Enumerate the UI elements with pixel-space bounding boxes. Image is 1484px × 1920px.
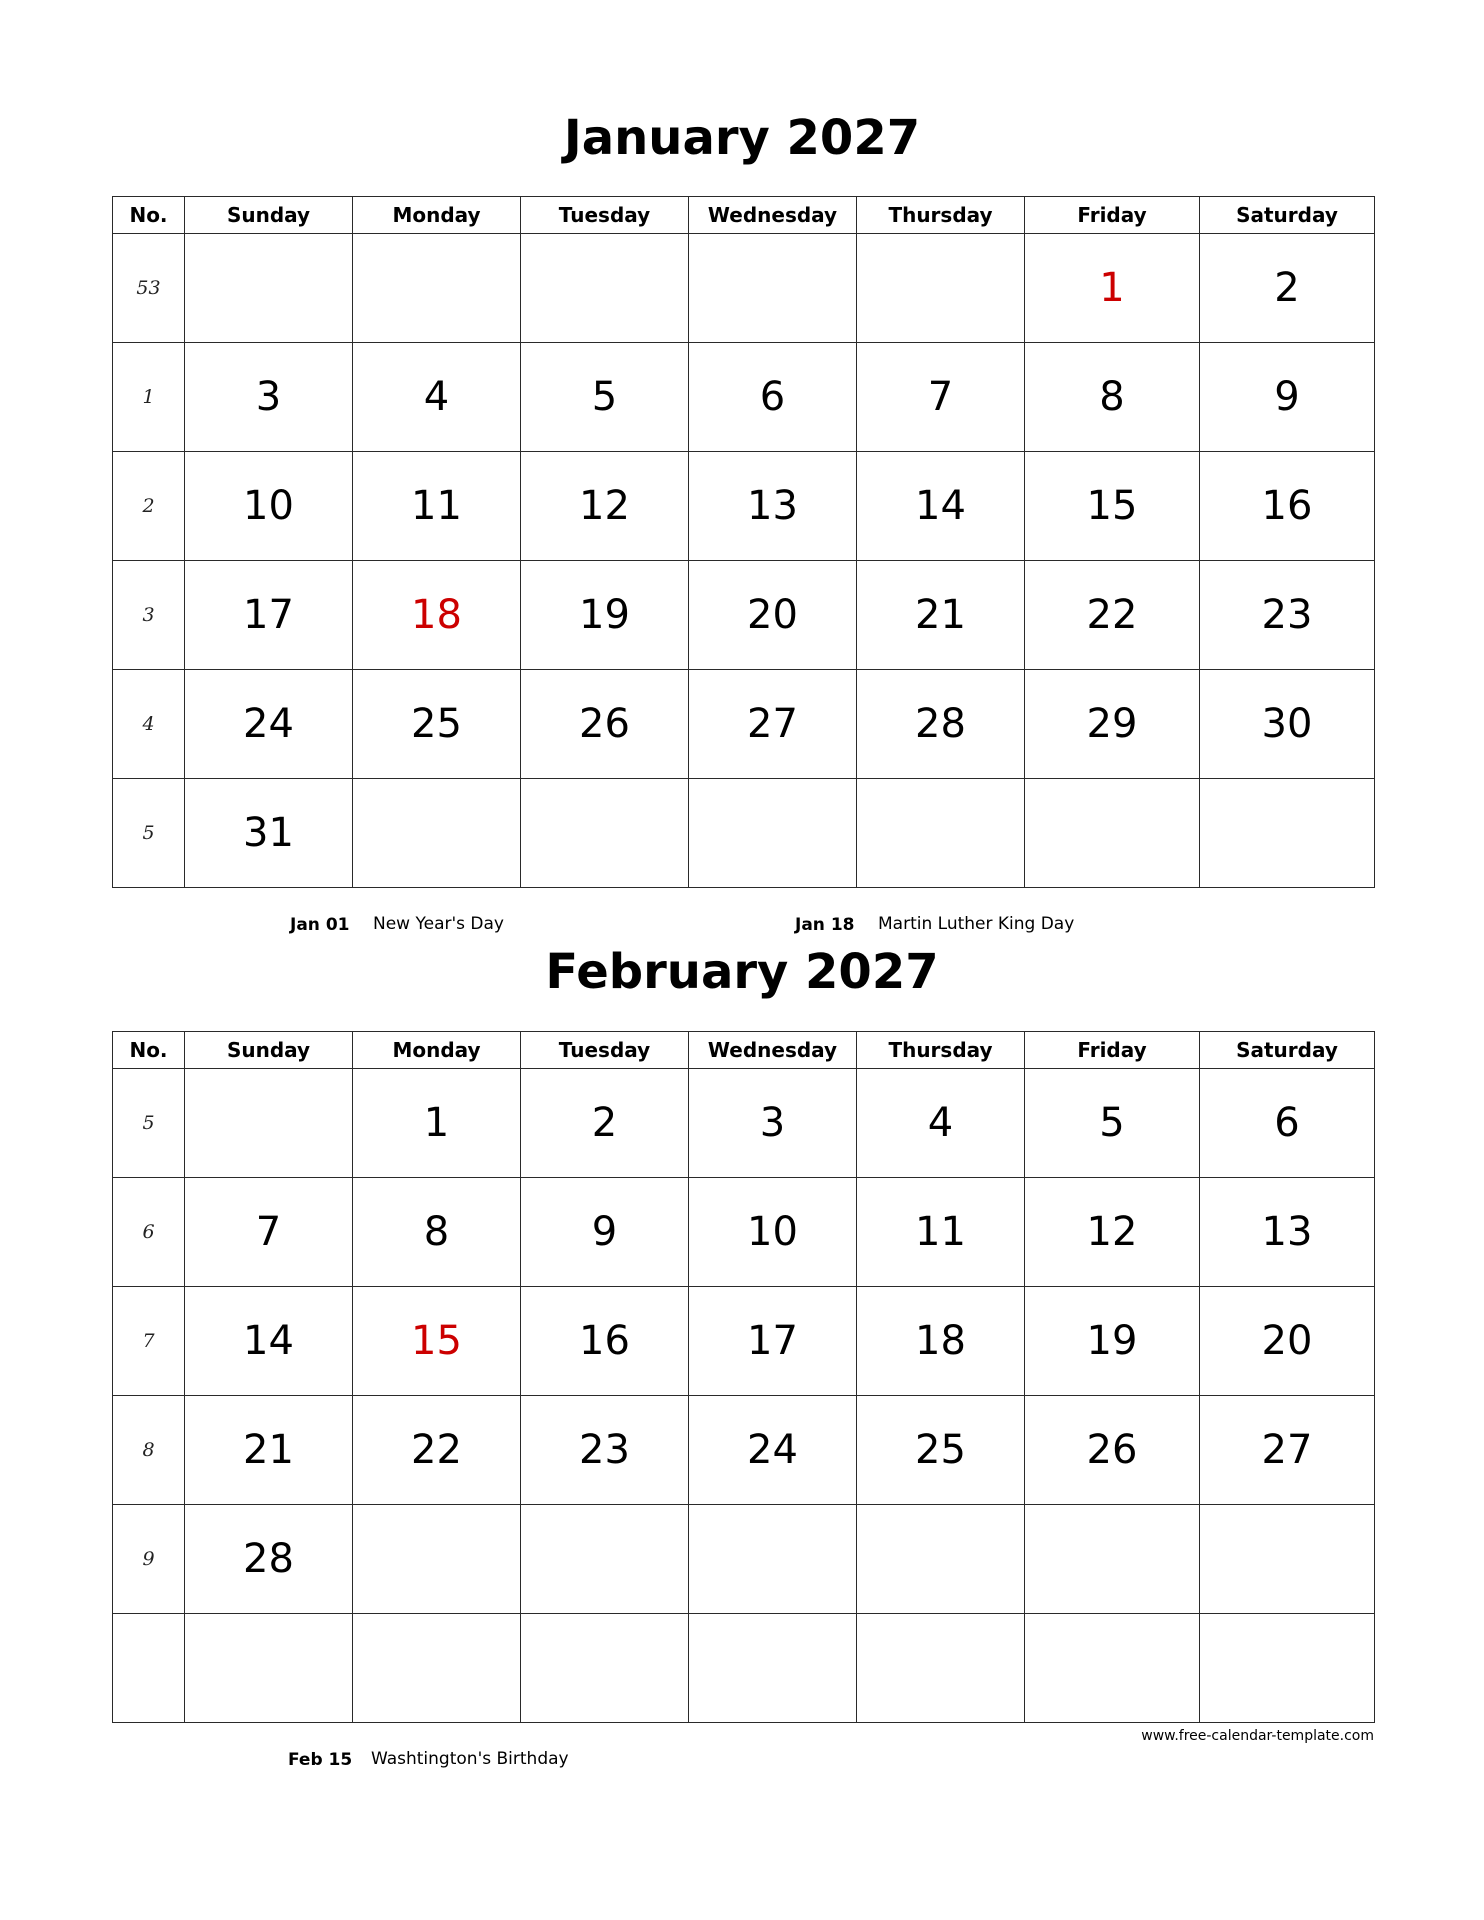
holiday-item: [290, 914, 504, 935]
header-monday: Monday: [353, 197, 521, 234]
week-row: [113, 1614, 1375, 1723]
weekday-header-row: [113, 197, 1375, 234]
day-cell: 30: [1200, 670, 1375, 779]
day-cell: 14: [857, 452, 1025, 561]
day-cell: 1: [1025, 234, 1200, 343]
holiday-name: Martin Luther King Day: [878, 914, 1075, 934]
day-cell: 8: [353, 1178, 521, 1287]
day-cell: 3: [185, 343, 353, 452]
day-cell: 13: [689, 452, 857, 561]
week-number: 7: [113, 1287, 185, 1396]
day-cell: 7: [857, 343, 1025, 452]
week-row: [113, 452, 1375, 561]
header-sunday: Sunday: [185, 1032, 353, 1069]
calendar-grid-january: [112, 196, 1375, 888]
header-thursday: Thursday: [857, 1032, 1025, 1069]
day-cell: 16: [1200, 452, 1375, 561]
day-cell: 9: [521, 1178, 689, 1287]
holiday-date: Jan 01: [290, 915, 350, 935]
day-cell: 6: [689, 343, 857, 452]
empty-day-cell: [689, 1614, 857, 1723]
empty-day-cell: [1025, 1505, 1200, 1614]
header-sunday: Sunday: [185, 197, 353, 234]
holiday-item: [288, 1749, 569, 1770]
day-cell: 3: [689, 1069, 857, 1178]
empty-day-cell: [353, 1614, 521, 1723]
week-number: [113, 1614, 185, 1723]
day-cell: 20: [1200, 1287, 1375, 1396]
day-cell: 21: [185, 1396, 353, 1505]
empty-day-cell: [857, 1614, 1025, 1723]
day-cell: 2: [521, 1069, 689, 1178]
day-cell: 24: [185, 670, 353, 779]
week-number: 2: [113, 452, 185, 561]
week-row: [113, 779, 1375, 888]
day-cell: 1: [353, 1069, 521, 1178]
week-number: 9: [113, 1505, 185, 1614]
holiday-name: Washtington's Birthday: [371, 1749, 569, 1769]
empty-day-cell: [1200, 1505, 1375, 1614]
empty-day-cell: [521, 234, 689, 343]
week-number: 6: [113, 1178, 185, 1287]
day-cell: 25: [353, 670, 521, 779]
day-cell: 31: [185, 779, 353, 888]
week-row: [113, 343, 1375, 452]
day-cell: 4: [857, 1069, 1025, 1178]
day-cell: 16: [521, 1287, 689, 1396]
empty-day-cell: [857, 1505, 1025, 1614]
day-cell: 13: [1200, 1178, 1375, 1287]
day-cell: 24: [689, 1396, 857, 1505]
week-number: 5: [113, 1069, 185, 1178]
day-cell: 9: [1200, 343, 1375, 452]
weekday-header-row: [113, 1032, 1375, 1069]
empty-day-cell: [857, 234, 1025, 343]
empty-day-cell: [185, 1069, 353, 1178]
week-number: 8: [113, 1396, 185, 1505]
calendar-grid-february: [112, 1031, 1375, 1723]
header-friday: Friday: [1025, 197, 1200, 234]
header-friday: Friday: [1025, 1032, 1200, 1069]
day-cell: 4: [353, 343, 521, 452]
day-cell: 15: [1025, 452, 1200, 561]
header-wednesday: Wednesday: [689, 197, 857, 234]
holiday-name: New Year's Day: [373, 914, 504, 934]
day-cell: 19: [521, 561, 689, 670]
empty-day-cell: [1025, 779, 1200, 888]
day-cell: 2: [1200, 234, 1375, 343]
day-cell: 10: [689, 1178, 857, 1287]
empty-day-cell: [689, 1505, 857, 1614]
header-tuesday: Tuesday: [521, 1032, 689, 1069]
day-cell: 17: [185, 561, 353, 670]
empty-day-cell: [1025, 1614, 1200, 1723]
day-cell: 12: [521, 452, 689, 561]
header-week-no: No.: [113, 1032, 185, 1069]
day-cell: 5: [1025, 1069, 1200, 1178]
day-cell: 5: [521, 343, 689, 452]
day-cell: 20: [689, 561, 857, 670]
day-cell: 22: [353, 1396, 521, 1505]
holiday-date: Jan 18: [795, 915, 855, 935]
holiday-date: Feb 15: [288, 1750, 353, 1770]
week-number: 53: [113, 234, 185, 343]
day-cell: 27: [1200, 1396, 1375, 1505]
week-row: [113, 1396, 1375, 1505]
week-number: 1: [113, 343, 185, 452]
day-cell: 10: [185, 452, 353, 561]
day-cell: 28: [185, 1505, 353, 1614]
week-number: 5: [113, 779, 185, 888]
week-row: [113, 1287, 1375, 1396]
day-cell: 6: [1200, 1069, 1375, 1178]
header-monday: Monday: [353, 1032, 521, 1069]
empty-day-cell: [689, 779, 857, 888]
empty-day-cell: [353, 779, 521, 888]
day-cell: 11: [353, 452, 521, 561]
empty-day-cell: [185, 1614, 353, 1723]
header-tuesday: Tuesday: [521, 197, 689, 234]
month-title-january: January 2027: [563, 110, 921, 166]
week-row: [113, 1505, 1375, 1614]
day-cell: 14: [185, 1287, 353, 1396]
empty-day-cell: [857, 779, 1025, 888]
empty-day-cell: [1200, 779, 1375, 888]
week-row: [113, 670, 1375, 779]
empty-day-cell: [521, 1614, 689, 1723]
header-thursday: Thursday: [857, 197, 1025, 234]
week-row: [113, 561, 1375, 670]
day-cell: 22: [1025, 561, 1200, 670]
week-row: [113, 1069, 1375, 1178]
day-cell: 12: [1025, 1178, 1200, 1287]
day-cell: 27: [689, 670, 857, 779]
holiday-item: [795, 914, 1075, 935]
day-cell: 17: [689, 1287, 857, 1396]
empty-day-cell: [521, 1505, 689, 1614]
week-number: 3: [113, 561, 185, 670]
day-cell: 25: [857, 1396, 1025, 1505]
day-cell: 19: [1025, 1287, 1200, 1396]
week-row: [113, 234, 1375, 343]
header-week-no: No.: [113, 197, 185, 234]
day-cell: 23: [521, 1396, 689, 1505]
day-cell: 28: [857, 670, 1025, 779]
empty-day-cell: [689, 234, 857, 343]
day-cell: 18: [353, 561, 521, 670]
empty-day-cell: [521, 779, 689, 888]
day-cell: 21: [857, 561, 1025, 670]
header-saturday: Saturday: [1200, 1032, 1375, 1069]
week-row: [113, 1178, 1375, 1287]
day-cell: 11: [857, 1178, 1025, 1287]
holiday-list-january: [0, 914, 1484, 940]
day-cell: 8: [1025, 343, 1200, 452]
empty-day-cell: [1200, 1614, 1375, 1723]
empty-day-cell: [185, 234, 353, 343]
website-url: www.free-calendar-template.com: [1141, 1728, 1374, 1744]
day-cell: 26: [1025, 1396, 1200, 1505]
empty-day-cell: [353, 234, 521, 343]
day-cell: 26: [521, 670, 689, 779]
day-cell: 23: [1200, 561, 1375, 670]
day-cell: 29: [1025, 670, 1200, 779]
day-cell: 18: [857, 1287, 1025, 1396]
day-cell: 7: [185, 1178, 353, 1287]
header-saturday: Saturday: [1200, 197, 1375, 234]
day-cell: 15: [353, 1287, 521, 1396]
header-wednesday: Wednesday: [689, 1032, 857, 1069]
holiday-list-february: [0, 1749, 1484, 1775]
empty-day-cell: [353, 1505, 521, 1614]
week-number: 4: [113, 670, 185, 779]
month-title-february: February 2027: [545, 944, 939, 1000]
